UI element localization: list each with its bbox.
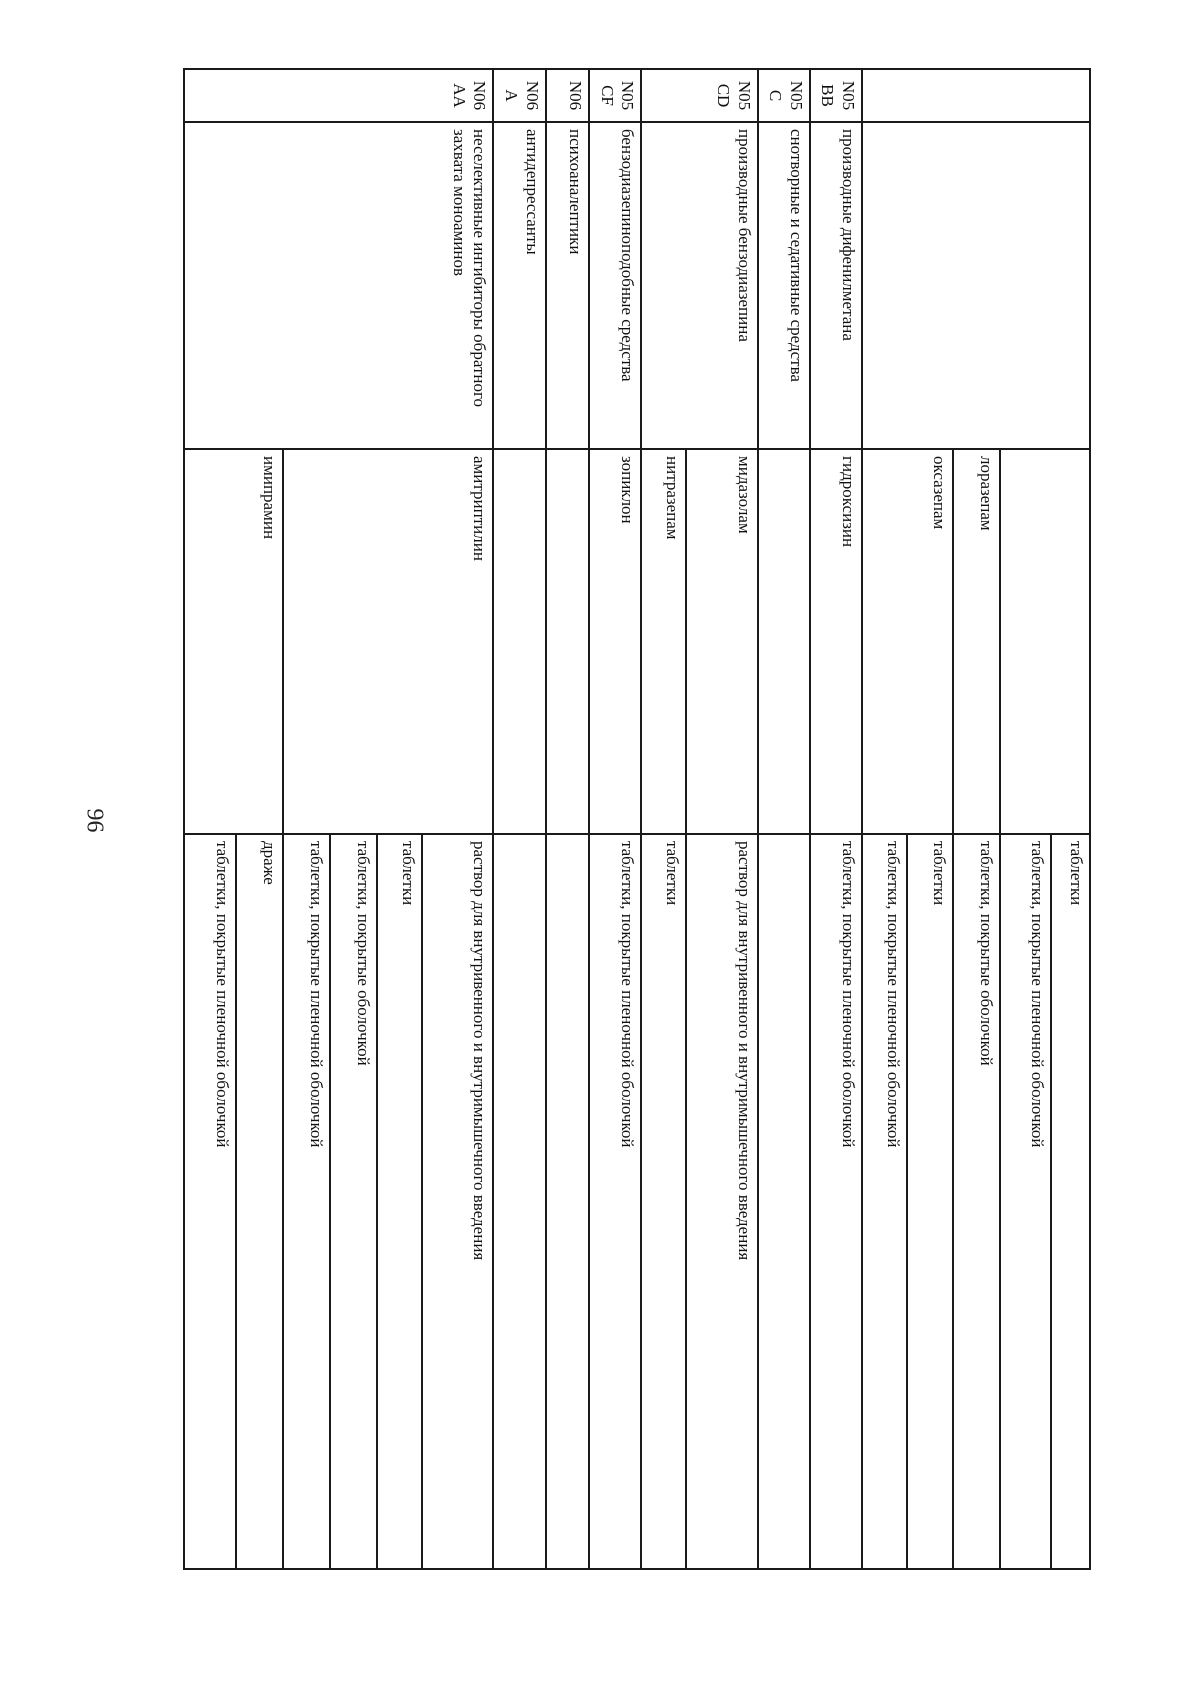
- page-number: 96: [81, 808, 108, 833]
- dosage-form-cell: таблетки: [641, 834, 686, 1569]
- table-row: [589, 69, 641, 1569]
- atc-code-cell: N06A: [493, 69, 545, 122]
- table-row: [686, 69, 757, 1569]
- drug-name-cell: гидроксизин: [810, 449, 862, 834]
- dosage-form-cell: [493, 834, 545, 1569]
- dosage-form-cell: таблетки, покрытые пленочной оболочкой: [810, 834, 862, 1569]
- table-row: [810, 69, 862, 1569]
- dosage-form-cell: таблетки, покрытые пленочной оболочкой: [184, 834, 236, 1569]
- table-row: [493, 69, 545, 1569]
- dosage-form-cell: таблетки, покрытые пленочной оболочкой: [1000, 834, 1050, 1569]
- drug-name-cell: [758, 449, 810, 834]
- dosage-form-cell: таблетки, покрытые пленочной оболочкой: [589, 834, 641, 1569]
- atc-code-cell: N05CD: [641, 69, 757, 122]
- dosage-form-cell: таблетки, покрытые оболочкой: [330, 834, 377, 1569]
- drug-name-cell: лоразепам: [953, 449, 1000, 834]
- group-name-cell: [862, 122, 1090, 449]
- dosage-form-cell: таблетки, покрытые пленочной оболочкой: [862, 834, 907, 1569]
- drug-name-cell: мидазолам: [686, 449, 757, 834]
- dosage-form-cell: [546, 834, 590, 1569]
- drug-name-cell: [493, 449, 545, 834]
- drug-name-cell: [546, 449, 590, 834]
- group-name-cell: бензодиазепиноподобные средства: [589, 122, 641, 449]
- group-name-cell: снотворные и седативные средства: [758, 122, 810, 449]
- atc-code-cell: N06AA: [184, 69, 493, 122]
- dosage-form-cell: [758, 834, 810, 1569]
- dosage-form-cell: драже: [236, 834, 283, 1569]
- atc-code-cell: N05C: [758, 69, 810, 122]
- dosage-form-cell: раствор для внутривенного и внутримышечного введения: [422, 834, 493, 1569]
- rotated-table-sheet: [183, 68, 1091, 1568]
- atc-code-cell: N06: [546, 69, 590, 122]
- atc-code-cell: N05BB: [810, 69, 862, 122]
- group-name-cell: психоаналептики: [546, 122, 590, 449]
- group-name-cell: неселективные ингибиторы обратного захвата моноаминов: [184, 122, 493, 449]
- table-row: [1051, 69, 1090, 1569]
- table-row: [546, 69, 590, 1569]
- group-name-cell: производные бензодиазепина: [641, 122, 757, 449]
- drug-name-cell: [1000, 449, 1090, 834]
- atc-code-cell: [862, 69, 1090, 122]
- dosage-form-cell: таблетки, покрытые оболочкой: [953, 834, 1000, 1569]
- drug-name-cell: имипрамин: [184, 449, 283, 834]
- drug-name-cell: амитриптилин: [283, 449, 493, 834]
- table-row: [422, 69, 493, 1569]
- atc-drug-table: [183, 68, 1091, 1570]
- dosage-form-cell: таблетки, покрытые пленочной оболочкой: [283, 834, 330, 1569]
- dosage-form-cell: раствор для внутривенного и внутримышечного введения: [686, 834, 757, 1569]
- drug-name-cell: оксазепам: [862, 449, 954, 834]
- drug-name-cell: зопиклон: [589, 449, 641, 834]
- group-name-cell: производные дифенилметана: [810, 122, 862, 449]
- drug-name-cell: нитразепам: [641, 449, 686, 834]
- atc-code-cell: N05CF: [589, 69, 641, 122]
- dosage-form-cell: таблетки: [907, 834, 954, 1569]
- table-row: [758, 69, 810, 1569]
- dosage-form-cell: таблетки: [1051, 834, 1090, 1569]
- dosage-form-cell: таблетки: [377, 834, 422, 1569]
- group-name-cell: антидепрессанты: [493, 122, 545, 449]
